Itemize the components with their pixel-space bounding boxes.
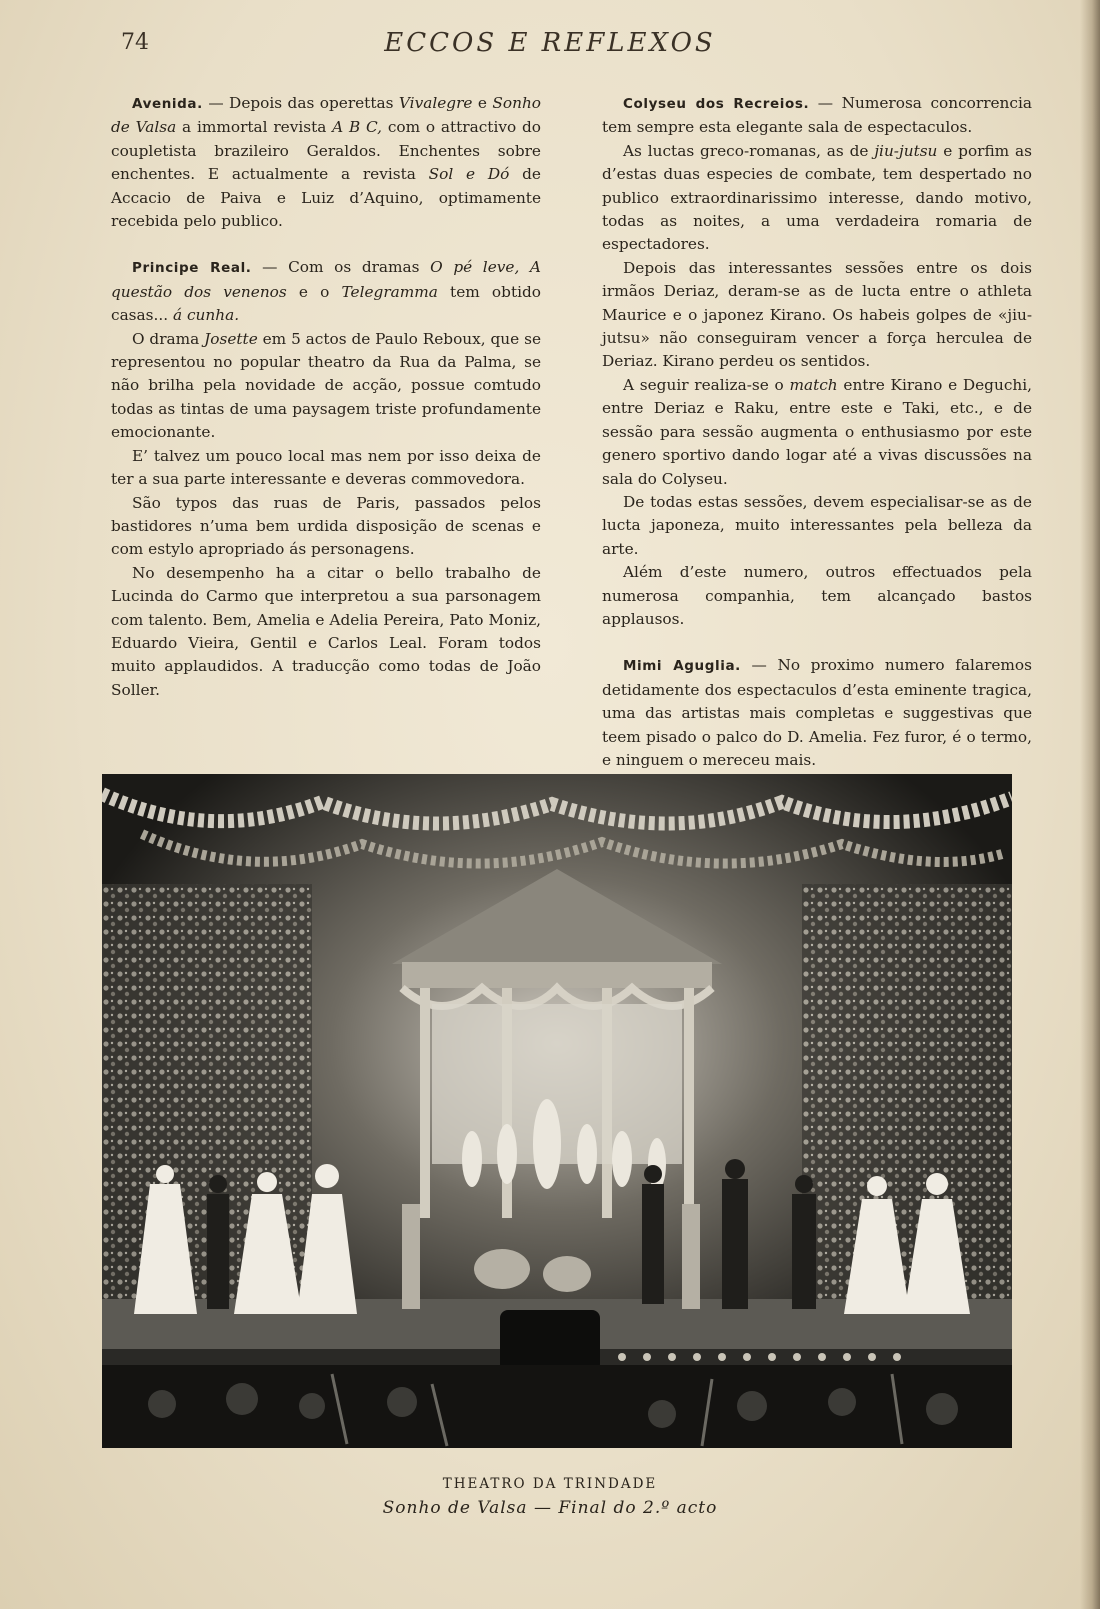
photo-caption-title: THEATRO DA TRINDADE [442,1476,658,1492]
section-heading-mimi-aguglia: Mimi Aguglia. [623,658,741,675]
paragraph-josette: O drama Josette em 5 actos de Paulo Reboux, que se representou no popular theatro da Rua da Palma, se não brilha pela novidade de acção, possue comtudo todas as tintas de uma paysagem triste profundamente emocionante. [111,329,541,442]
theatre-stage-photograph [102,774,1012,1448]
article-avenida: Avenida. — Depois das operettas Vivalegre e Sonho de Valsa a immortal revista A B C, com o attractivo do coupletista brazileiro Geraldos. Enchentes sobre enchentes. E actualmente a revista Sol e Dó de Accacio de Paiva e Luiz d’Aquino, optimamente recebida pelo publico. [111,94,542,231]
stage-scene-illustration [102,774,1012,1448]
paragraph-luctas: As luctas greco-romanas, as de jiu-jutsu e porfim as d’estas duas especies de combate, tem despertado no publico extraordinarissimo interesse, dando motivo, todas as noites, a uma verdadeira romaria de espectadores. [602,141,1033,254]
section-heading-colyseu: Colyseu dos Recreios. [623,96,810,112]
running-title: ECCOS E REFLEXOS [384,28,716,58]
article-colyseu: Colyseu dos Recreios. — Numerosa concorrencia tem sempre esta elegante sala de espectaculos. [602,94,1032,137]
left-column [111,92,541,702]
section-heading-principe-real: Principe Real. [132,260,252,277]
page-edge-shadow [1080,0,1100,1609]
photo-caption-subtitle: Sonho de Valsa — Final do 2.º acto [382,1498,718,1518]
paragraph-desempenho: No desempenho ha a citar o bello trabalho de Lucinda do Carmo que interpretou a sua parsonagem com talento. Bem, Amelia e Adelia Pereira, Pato Moniz, Eduardo Vieira, Gentil e Carlos Leal. Foram todos muito applaudidos. A traducção como todas de João Soller. [111,563,541,699]
paragraph-local: E’ talvez um pouco local mas nem por isso deixa de ter a sua parte interessante e deveras commovedora. [111,446,541,489]
paragraph-depois: Depois das interessantes sessões entre os dois irmãos Deriaz, deram-se as de lucta entre o athleta Maurice e o japonez Kirano. Os habeis golpes de «jiu-jutsu» não conseguiram vencer a força herculea de Deriaz. Kirano perdeu os sentidos. [602,258,1032,371]
article-mimi-aguglia: Mimi Aguglia. — No proximo numero falaremos detidamente dos espectaculos d’esta eminente tragica, uma das artistas mais completas e suggestivas que teem pisado o palco do D. Amelia. Fez furor, é o termo, e ninguem o mereceu mais. [602,656,1032,769]
page-number: 74 [121,30,149,55]
article-principe-real: Principe Real. — Com os dramas O pé leve, A questão dos venenos e o Telegramma tem obtido casas... á cunha. [111,258,541,325]
paragraph-seguir: A seguir realiza-se o match entre Kirano e Deguchi, entre Deriaz e Raku, entre este e Taki, etc., e de sessão para sessão augmenta o enthusiasmo por este genero sportivo dando logar até a vivas discussões na sala do Colyseu. [602,375,1032,488]
section-heading-avenida: Avenida. [132,96,203,112]
paragraph-sessoes: De todas estas sessões, devem especialisar-se as de lucta japoneza, muito interessantes pela belleza da arte. [602,492,1032,558]
right-column [602,92,1032,772]
paragraph-typos: São typos das ruas de Paris, passados pelos bastidores n’uma bem urdida disposição de scenas e com estylo apropriado ás personagens. [111,493,541,559]
paragraph-alem: Além d’este numero, outros effectuados pela numerosa companhia, tem alcançado bastos applausos. [602,563,1032,628]
